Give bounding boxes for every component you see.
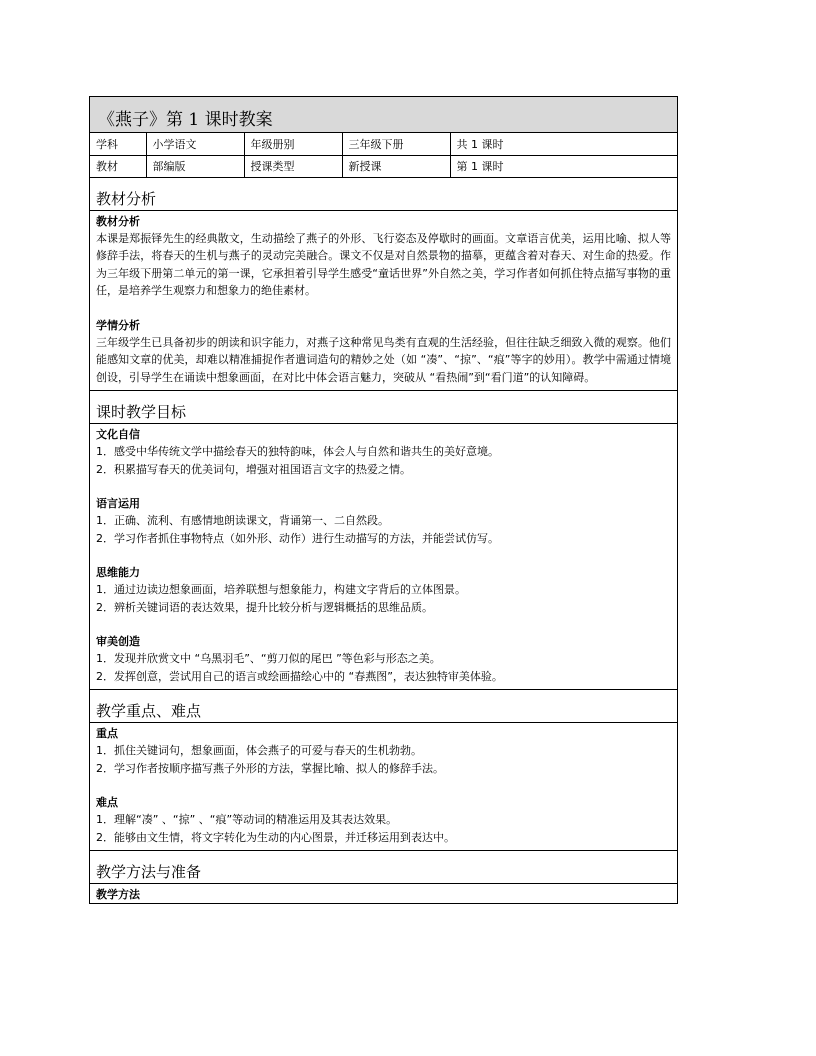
section-goals xyxy=(90,391,677,690)
section-analysis xyxy=(90,178,677,392)
keypoint-item: 2．学习作者按顺序描写燕子外形的方法，掌握比喻、拟人的修辞手法。 xyxy=(96,761,444,775)
goal-item: 2．积累描写春天的优美词句，增强对祖国语言文字的热爱之情。 xyxy=(96,462,411,476)
section-methods-heading: 教学方法与准备 xyxy=(90,851,677,884)
section-keypoints-body xyxy=(90,723,677,850)
section-goals-body xyxy=(90,424,677,689)
goal-item: 1．感受中华传统文学中描绘春天的独特韵味，体会人与自然和谐共生的美好意境。 xyxy=(96,445,499,458)
goal-group-title: 审美创造 xyxy=(96,635,140,648)
info-cell-subject-value: 小学语文 xyxy=(146,133,244,155)
section-methods xyxy=(90,851,677,903)
info-cell-type-value: 新授课 xyxy=(342,155,450,177)
methods-sub-title: 教学方法 xyxy=(96,888,140,901)
keypoint-group-title: 难点 xyxy=(96,796,118,809)
lesson-plan-document xyxy=(89,96,678,904)
document-title: 《燕子》第 1 课时教案 xyxy=(90,97,677,133)
info-row-2 xyxy=(90,155,677,177)
material-analysis-title: 教材分析 xyxy=(96,214,140,228)
goal-item: 1．通过边读边想象画面，培养联想与想象能力，构建文字背后的立体图景。 xyxy=(96,583,466,596)
section-analysis-body xyxy=(90,211,677,391)
keypoint-item: 1．抓住关键词句，想象画面，体会燕子的可爱与春天的生机勃勃。 xyxy=(96,744,422,757)
info-cell-textbook-value: 部编版 xyxy=(146,155,244,177)
goal-group-title: 语言运用 xyxy=(96,497,140,510)
keypoint-item: 1．理解“凑” 、“掠” 、“痕”等动词的精准运用及其表达效果。 xyxy=(96,813,398,826)
section-keypoints xyxy=(90,690,677,851)
student-analysis-title: 学情分析 xyxy=(96,318,140,332)
material-analysis-text: 本课是郑振铎先生的经典散文，生动描绘了燕子的外形、飞行姿态及停歇时的画面。文章语言优美，运用比喻、拟人等修辞手法，将春天的生机与燕子的灵动完美融合。课文不仅是对自然景物的描摹，更蕴含着对春天、对生命的热爱。作为三年级下册第二单元的第一课，它承担着引导学生感受“童话世界”外自然之美，学习作者如何抓住特点描写事物的重任，是培养学生观察力和想象力的绝佳素材。 xyxy=(96,231,671,297)
info-cell-grade-label: 年级册别 xyxy=(244,133,342,155)
goal-group-title: 文化自信 xyxy=(96,428,140,441)
info-cell-lesson-number: 第 1 课时 xyxy=(450,155,677,177)
section-analysis-heading: 教材分析 xyxy=(90,178,677,211)
goal-group-title: 思维能力 xyxy=(96,566,140,579)
info-cell-total-lessons: 共 1 课时 xyxy=(450,133,677,155)
goal-item: 1．发现并欣赏文中 “乌黑羽毛”、“剪刀似的尾巴 ”等色彩与形态之美。 xyxy=(96,652,441,665)
info-row-1 xyxy=(90,133,677,155)
section-methods-body xyxy=(90,884,677,903)
goal-item: 2．发挥创意，尝试用自己的语言或绘画描绘心中的 “春燕图”，表达独特审美体验。 xyxy=(96,669,503,683)
keypoint-group-title: 重点 xyxy=(96,727,118,740)
student-analysis-text: 三年级学生已具备初步的朗读和识字能力，对燕子这种常见鸟类有直观的生活经验，但往往缺乏细致入微的观察。他们能感知文章的优美，却难以精准捕捉作者遣词造句的精妙之处（如 “凑”、“掠”、“痕”等字的妙用）。教学中需通过情境创设，引导学生在诵读中想象画面，在对比中体会语言魅力，突破从 “看热闹”到“看门道”的认知障碍。 xyxy=(96,335,671,384)
info-table xyxy=(90,133,677,178)
section-keypoints-heading: 教学重点、难点 xyxy=(90,690,677,723)
keypoint-item: 2．能够由文生情，将文字转化为生动的内心图景，并迁移运用到表达中。 xyxy=(96,830,455,844)
info-cell-textbook-label: 教材 xyxy=(90,155,146,177)
info-cell-grade-value: 三年级下册 xyxy=(342,133,450,155)
info-cell-subject-label: 学科 xyxy=(90,133,146,155)
goal-item: 1．正确、流利、有感情地朗读课文，背诵第一、二自然段。 xyxy=(96,514,389,527)
info-cell-type-label: 授课类型 xyxy=(244,155,342,177)
section-goals-heading: 课时教学目标 xyxy=(90,391,677,424)
goal-item: 2．学习作者抓住事物特点（如外形、动作）进行生动描写的方法，并能尝试仿写。 xyxy=(96,531,499,545)
goal-item: 2．辨析关键词语的表达效果，提升比较分析与逻辑概括的思维品质。 xyxy=(96,600,433,614)
